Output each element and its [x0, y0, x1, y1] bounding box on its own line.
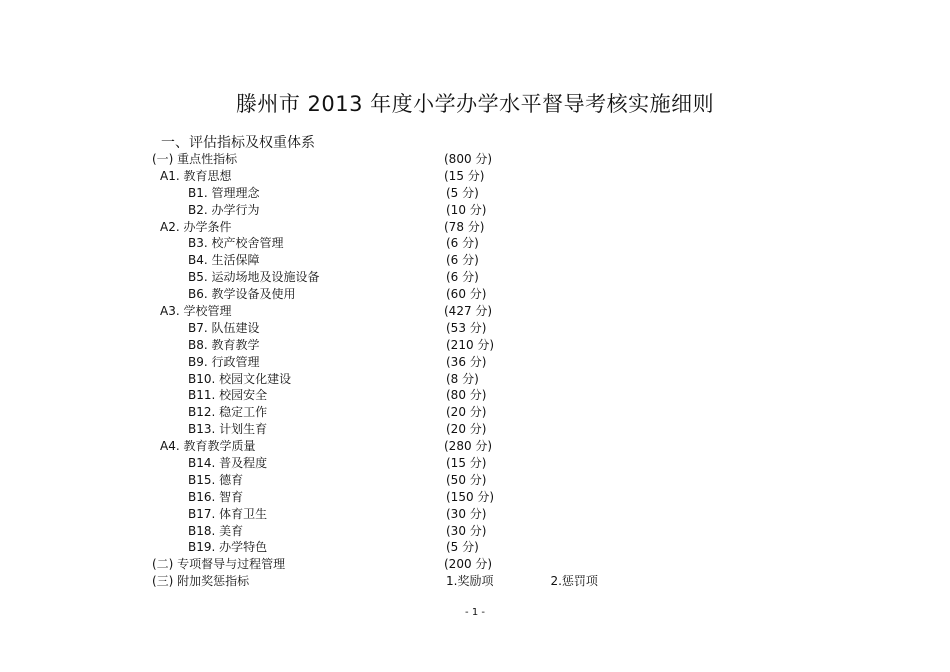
- outline-item: [0, 421, 950, 438]
- item-score: (53 分): [446, 320, 487, 335]
- bonus-reward-item: 1.奖励项: [446, 574, 494, 589]
- item-label: B17. 体育卫生: [188, 506, 268, 521]
- outline-item: [0, 252, 950, 269]
- bonus-penalty-item: 2.惩罚项: [550, 574, 598, 589]
- item-label: B18. 美育: [188, 523, 244, 538]
- outline-item: [0, 523, 950, 540]
- item-score: (15 分): [444, 168, 485, 183]
- item-label: B4. 生活保障: [188, 253, 260, 268]
- item-label: A3. 学校管理: [160, 304, 232, 319]
- item-score: (15 分): [446, 456, 487, 471]
- item-label: A4. 教育教学质量: [160, 439, 256, 454]
- item-score: (60 分): [446, 287, 487, 302]
- outline-item: [0, 387, 950, 404]
- item-label: B15. 德育: [188, 472, 244, 487]
- outline-item: [0, 235, 950, 252]
- outline-item: [0, 455, 950, 472]
- item-score: (20 分): [446, 422, 487, 437]
- item-score: (50 分): [446, 472, 487, 487]
- outline-item: [0, 472, 950, 489]
- item-score: (6 分): [446, 270, 479, 285]
- outline-item: [0, 286, 950, 303]
- item-label: B13. 计划生育: [188, 422, 268, 437]
- page-number: - 1 -: [465, 607, 485, 618]
- item-score: (30 分): [446, 523, 487, 538]
- item-label: B5. 运动场地及设施设备: [188, 270, 320, 285]
- item-score: (5 分): [446, 185, 479, 200]
- item-label: (一) 重点性指标: [152, 152, 238, 166]
- outline-item: [0, 438, 950, 455]
- outline-item: [0, 539, 950, 556]
- item-score: (10 分): [446, 202, 487, 217]
- outline-item: [0, 269, 950, 286]
- item-label: B10. 校园文化建设: [188, 371, 292, 386]
- item-score: (200 分): [444, 557, 493, 572]
- item-score: (30 分): [446, 506, 487, 521]
- item-score: (36 分): [446, 354, 487, 369]
- item-label: B11. 校园安全: [188, 388, 268, 403]
- item-label: B7. 队伍建设: [188, 320, 260, 335]
- document-title: 滕州市 2013 年度小学办学水平督导考核实施细则: [235, 92, 715, 116]
- outline-item: [0, 489, 950, 506]
- outline-item: [0, 202, 950, 219]
- outline-item: [0, 404, 950, 421]
- section-heading: 一、评估指标及权重体系: [161, 135, 315, 151]
- outline-item: [0, 219, 950, 236]
- item-label: B3. 校产校舍管理: [188, 236, 284, 251]
- outline-item: [0, 371, 950, 388]
- item-label: B1. 管理理念: [188, 185, 260, 200]
- outline-item: [0, 354, 950, 371]
- item-label: (三) 附加奖惩指标: [152, 574, 250, 589]
- outline-item: [0, 151, 950, 168]
- bonus-items: [446, 573, 598, 590]
- item-score: (6 分): [446, 236, 479, 251]
- outline-item: [0, 506, 950, 523]
- item-label: B14. 普及程度: [188, 456, 268, 471]
- item-score: (150 分): [446, 489, 495, 504]
- outline-item: [0, 185, 950, 202]
- item-score: (6 分): [446, 253, 479, 268]
- item-score: (78 分): [444, 219, 485, 234]
- item-score: (800 分): [444, 152, 493, 166]
- item-label: A1. 教育思想: [160, 168, 232, 183]
- item-label: B8. 教育教学: [188, 337, 260, 352]
- item-label: B2. 办学行为: [188, 202, 260, 217]
- item-score: (20 分): [446, 405, 487, 420]
- outline-item: [0, 168, 950, 185]
- outline-item: [0, 303, 950, 320]
- item-label: (二) 专项督导与过程管理: [152, 557, 286, 572]
- item-label: B12. 稳定工作: [188, 405, 268, 420]
- item-score: (280 分): [444, 439, 493, 454]
- outline-item: [0, 556, 950, 573]
- item-label: B19. 办学特色: [188, 540, 268, 555]
- item-score: (8 分): [446, 371, 479, 386]
- item-score: (80 分): [446, 388, 487, 403]
- indicator-outline: [0, 151, 950, 590]
- item-label: B16. 智育: [188, 489, 244, 504]
- item-label: B9. 行政管理: [188, 354, 260, 369]
- item-label: B6. 教学设备及使用: [188, 287, 296, 302]
- outline-item: [0, 320, 950, 337]
- outline-item-bonus: [0, 573, 950, 590]
- outline-item: [0, 337, 950, 354]
- item-score: (210 分): [446, 337, 495, 352]
- item-score: (5 分): [446, 540, 479, 555]
- item-score: (427 分): [444, 304, 493, 319]
- item-label: A2. 办学条件: [160, 219, 232, 234]
